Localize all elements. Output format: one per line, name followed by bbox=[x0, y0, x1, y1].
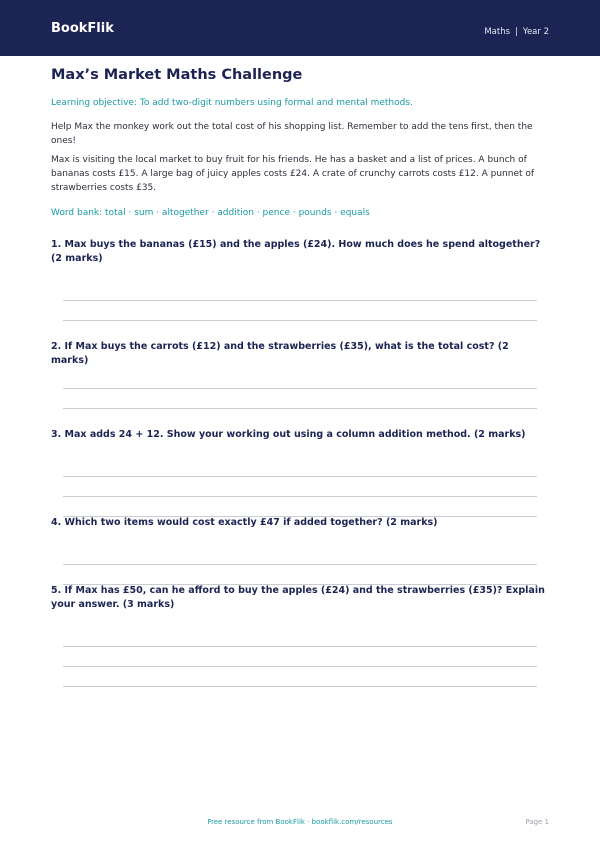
intro-text: Help Max the monkey work out the total cost of his shopping list. Remember to add the tens first, then the ones! bbox=[51, 122, 533, 146]
answer-line[interactable] bbox=[63, 300, 537, 301]
learning-objective: Learning objective: To add two-digit numbers using formal and mental methods. bbox=[51, 98, 413, 108]
question-1: 1. Max buys the bananas (£15) and the apples (£24). How much does he spend altogether? (2 marks) bbox=[51, 239, 541, 264]
footer-source[interactable]: Free resource from BookFlik · bookflik.com/resources bbox=[207, 818, 393, 826]
story-text: Max is visiting the local market to buy fruit for his friends. He has a basket and a list of prices. A bunch of bananas costs £15. A large bag of juicy apples costs £24. A crate of crunchy carrots costs £12. A punnet of strawberries costs £35. bbox=[51, 155, 535, 193]
answer-line[interactable] bbox=[63, 496, 537, 497]
question-5: 5. If Max has £50, can he afford to buy the apples (£24) and the strawberries (£35)? Explain your answer. (3 marks) bbox=[51, 585, 545, 610]
question-3: 3. Max adds 24 + 12. Show your working out using a column addition method. (2 marks) bbox=[51, 429, 526, 440]
answer-line[interactable] bbox=[63, 666, 537, 667]
header-bar bbox=[0, 0, 600, 56]
answer-line[interactable] bbox=[63, 388, 537, 389]
answer-line[interactable] bbox=[63, 646, 537, 647]
answer-line[interactable] bbox=[63, 408, 537, 409]
year-label: Year 2 bbox=[522, 27, 549, 37]
word-bank: Word bank: total · sum · altogether · addition · pence · pounds · equals bbox=[51, 208, 370, 218]
question-4: 4. Which two items would cost exactly £47 if added together? (2 marks) bbox=[51, 517, 438, 528]
question-2: 2. If Max buys the carrots (£12) and the strawberries (£35), what is the total cost? (2 marks) bbox=[51, 341, 509, 366]
answer-line[interactable] bbox=[63, 476, 537, 477]
answer-line[interactable] bbox=[63, 564, 537, 565]
answer-line[interactable] bbox=[63, 686, 537, 687]
worksheet-title: Max’s Market Maths Challenge bbox=[51, 67, 303, 83]
answer-line[interactable] bbox=[63, 320, 537, 321]
subject-label: Maths bbox=[484, 27, 511, 37]
breadcrumb-separator: | bbox=[515, 27, 518, 37]
breadcrumb bbox=[484, 28, 549, 37]
page-number: Page 1 bbox=[525, 818, 549, 826]
brand-logo[interactable]: BookFlik bbox=[51, 21, 114, 36]
